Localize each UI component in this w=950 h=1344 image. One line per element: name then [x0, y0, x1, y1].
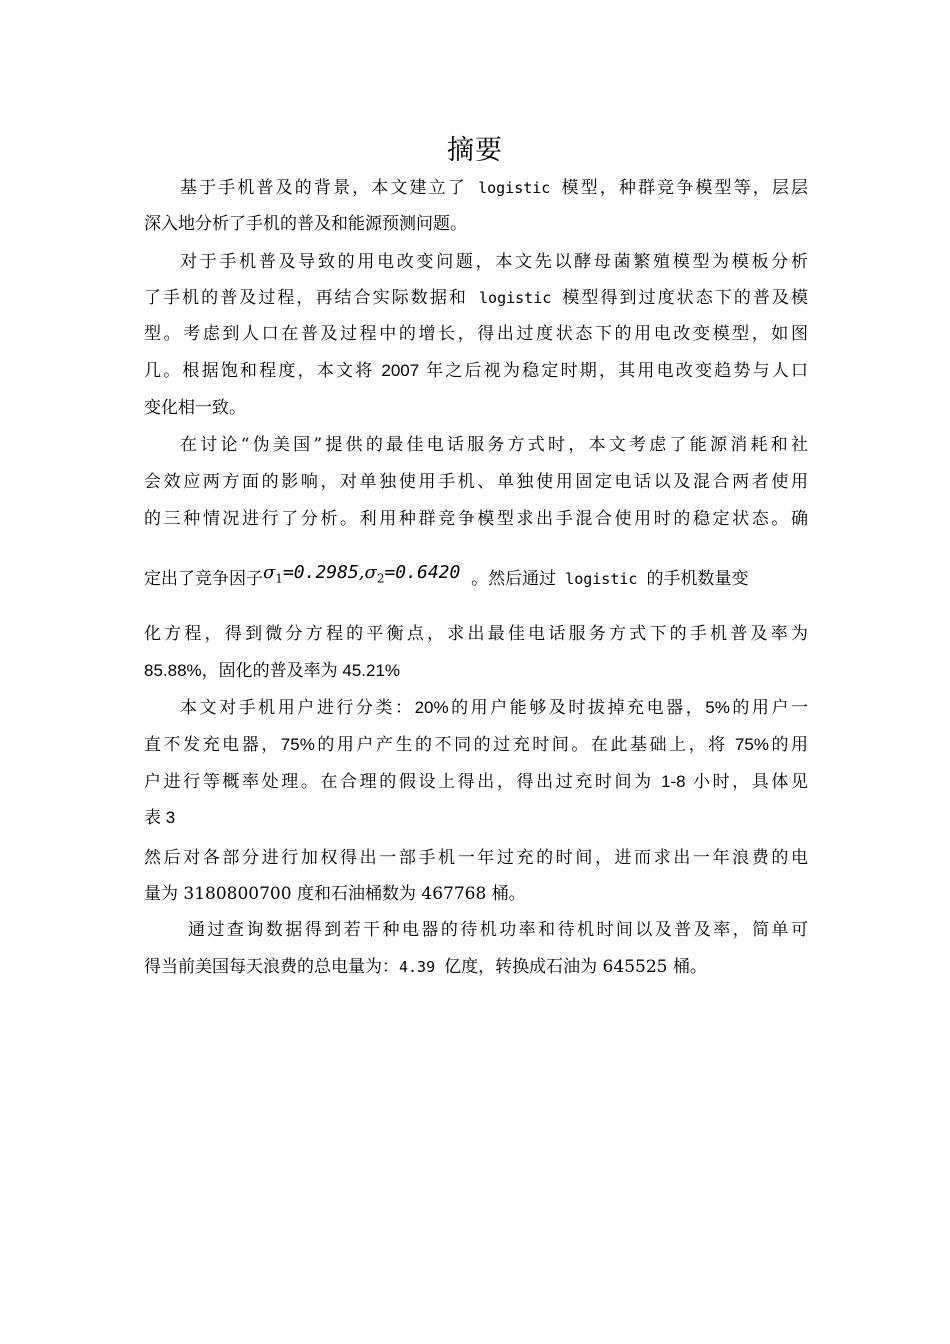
paragraph-2-line-4: 几。根据饱和程度，本文将 2007 年之后视为稳定时期，其用电改变趋势与人口: [144, 361, 808, 381]
paragraph-4-line-3: 户进行等概率处理。在合理的假设上得出，得出过充时间为 1-8 小时，具体见: [144, 772, 808, 792]
paragraph-3-line-2: 会效应两方面的影响，对单独使用手机、单独使用固定电话以及混合两者使用: [144, 472, 808, 492]
paragraph-3-line-5: 化方程，得到微分方程的平衡点，求出最佳电话服务方式下的手机普及率为: [144, 624, 808, 644]
paragraph-4-line-6: 量为 3180800700 度和石油桶数为 467768 桶。: [144, 884, 526, 904]
paragraph-1-line-1: 基于手机普及的背景，本文建立了 logistic 模型，种群竞争模型等，层层: [180, 178, 808, 198]
page-title: 摘要: [447, 135, 503, 166]
paragraph-5-line-1: 通过查询数据得到若干种电器的待机功率和待机时间以及普及率，简单可: [188, 920, 808, 940]
paragraph-3-line-1: 在讨论“伪美国”提供的最佳电话服务方式时，本文考虑了能源消耗和社: [180, 435, 808, 455]
paragraph-1-line-2: 深入地分析了手机的普及和能源预测问题。: [144, 214, 467, 234]
paragraph-2-line-3: 型。考虑到人口在普及过程中的增长，得出过度状态下的用电改变模型，如图: [144, 324, 808, 344]
paragraph-4-line-1: 本文对手机用户进行分类：20%的用户能够及时拔掉充电器，5%的用户一: [180, 698, 808, 718]
paragraph-3-line-3: 的三种情况进行了分析。利用种群竞争模型求出手混合使用时的稳定状态。确: [144, 509, 808, 529]
paragraph-2-line-2: 了手机的普及过程，再结合实际数据和 logistic 模型得到过度状态下的普及模: [144, 288, 808, 308]
paragraph-4-line-2: 直不发充电器，75%的用户产生的不同的过充时间。在此基础上，将 75%的用: [144, 735, 808, 755]
paragraph-3-line-6: 85.88%，固化的普及率为 45.21%: [144, 661, 401, 681]
paragraph-2-line-5: 变化相一致。: [144, 398, 246, 418]
paragraph-4-line-5: 然后对各部分进行加权得出一部手机一年过充的时间，进而求出一年浪费的电: [144, 848, 808, 868]
competition-factor-formula: $\sigma_1=0.2985,\sigma_2=0.6420$: [263, 564, 461, 586]
paragraph-4-line-4: 表 3: [144, 808, 176, 828]
paragraph-2-line-1: 对于手机普及导致的用电改变问题，本文先以酵母菌繁殖模型为模板分析: [180, 252, 808, 272]
paragraph-5-line-2: 得当前美国每天浪费的总电量为：4.39 亿度，转换成石油为 645525 桶。: [144, 957, 707, 977]
paragraph-3-line-4: 定出了竞争因子$\sigma_1=0.2985,\sigma_2=0.6420$ 。然后通过 logistic 的手机数量变: [144, 564, 749, 589]
